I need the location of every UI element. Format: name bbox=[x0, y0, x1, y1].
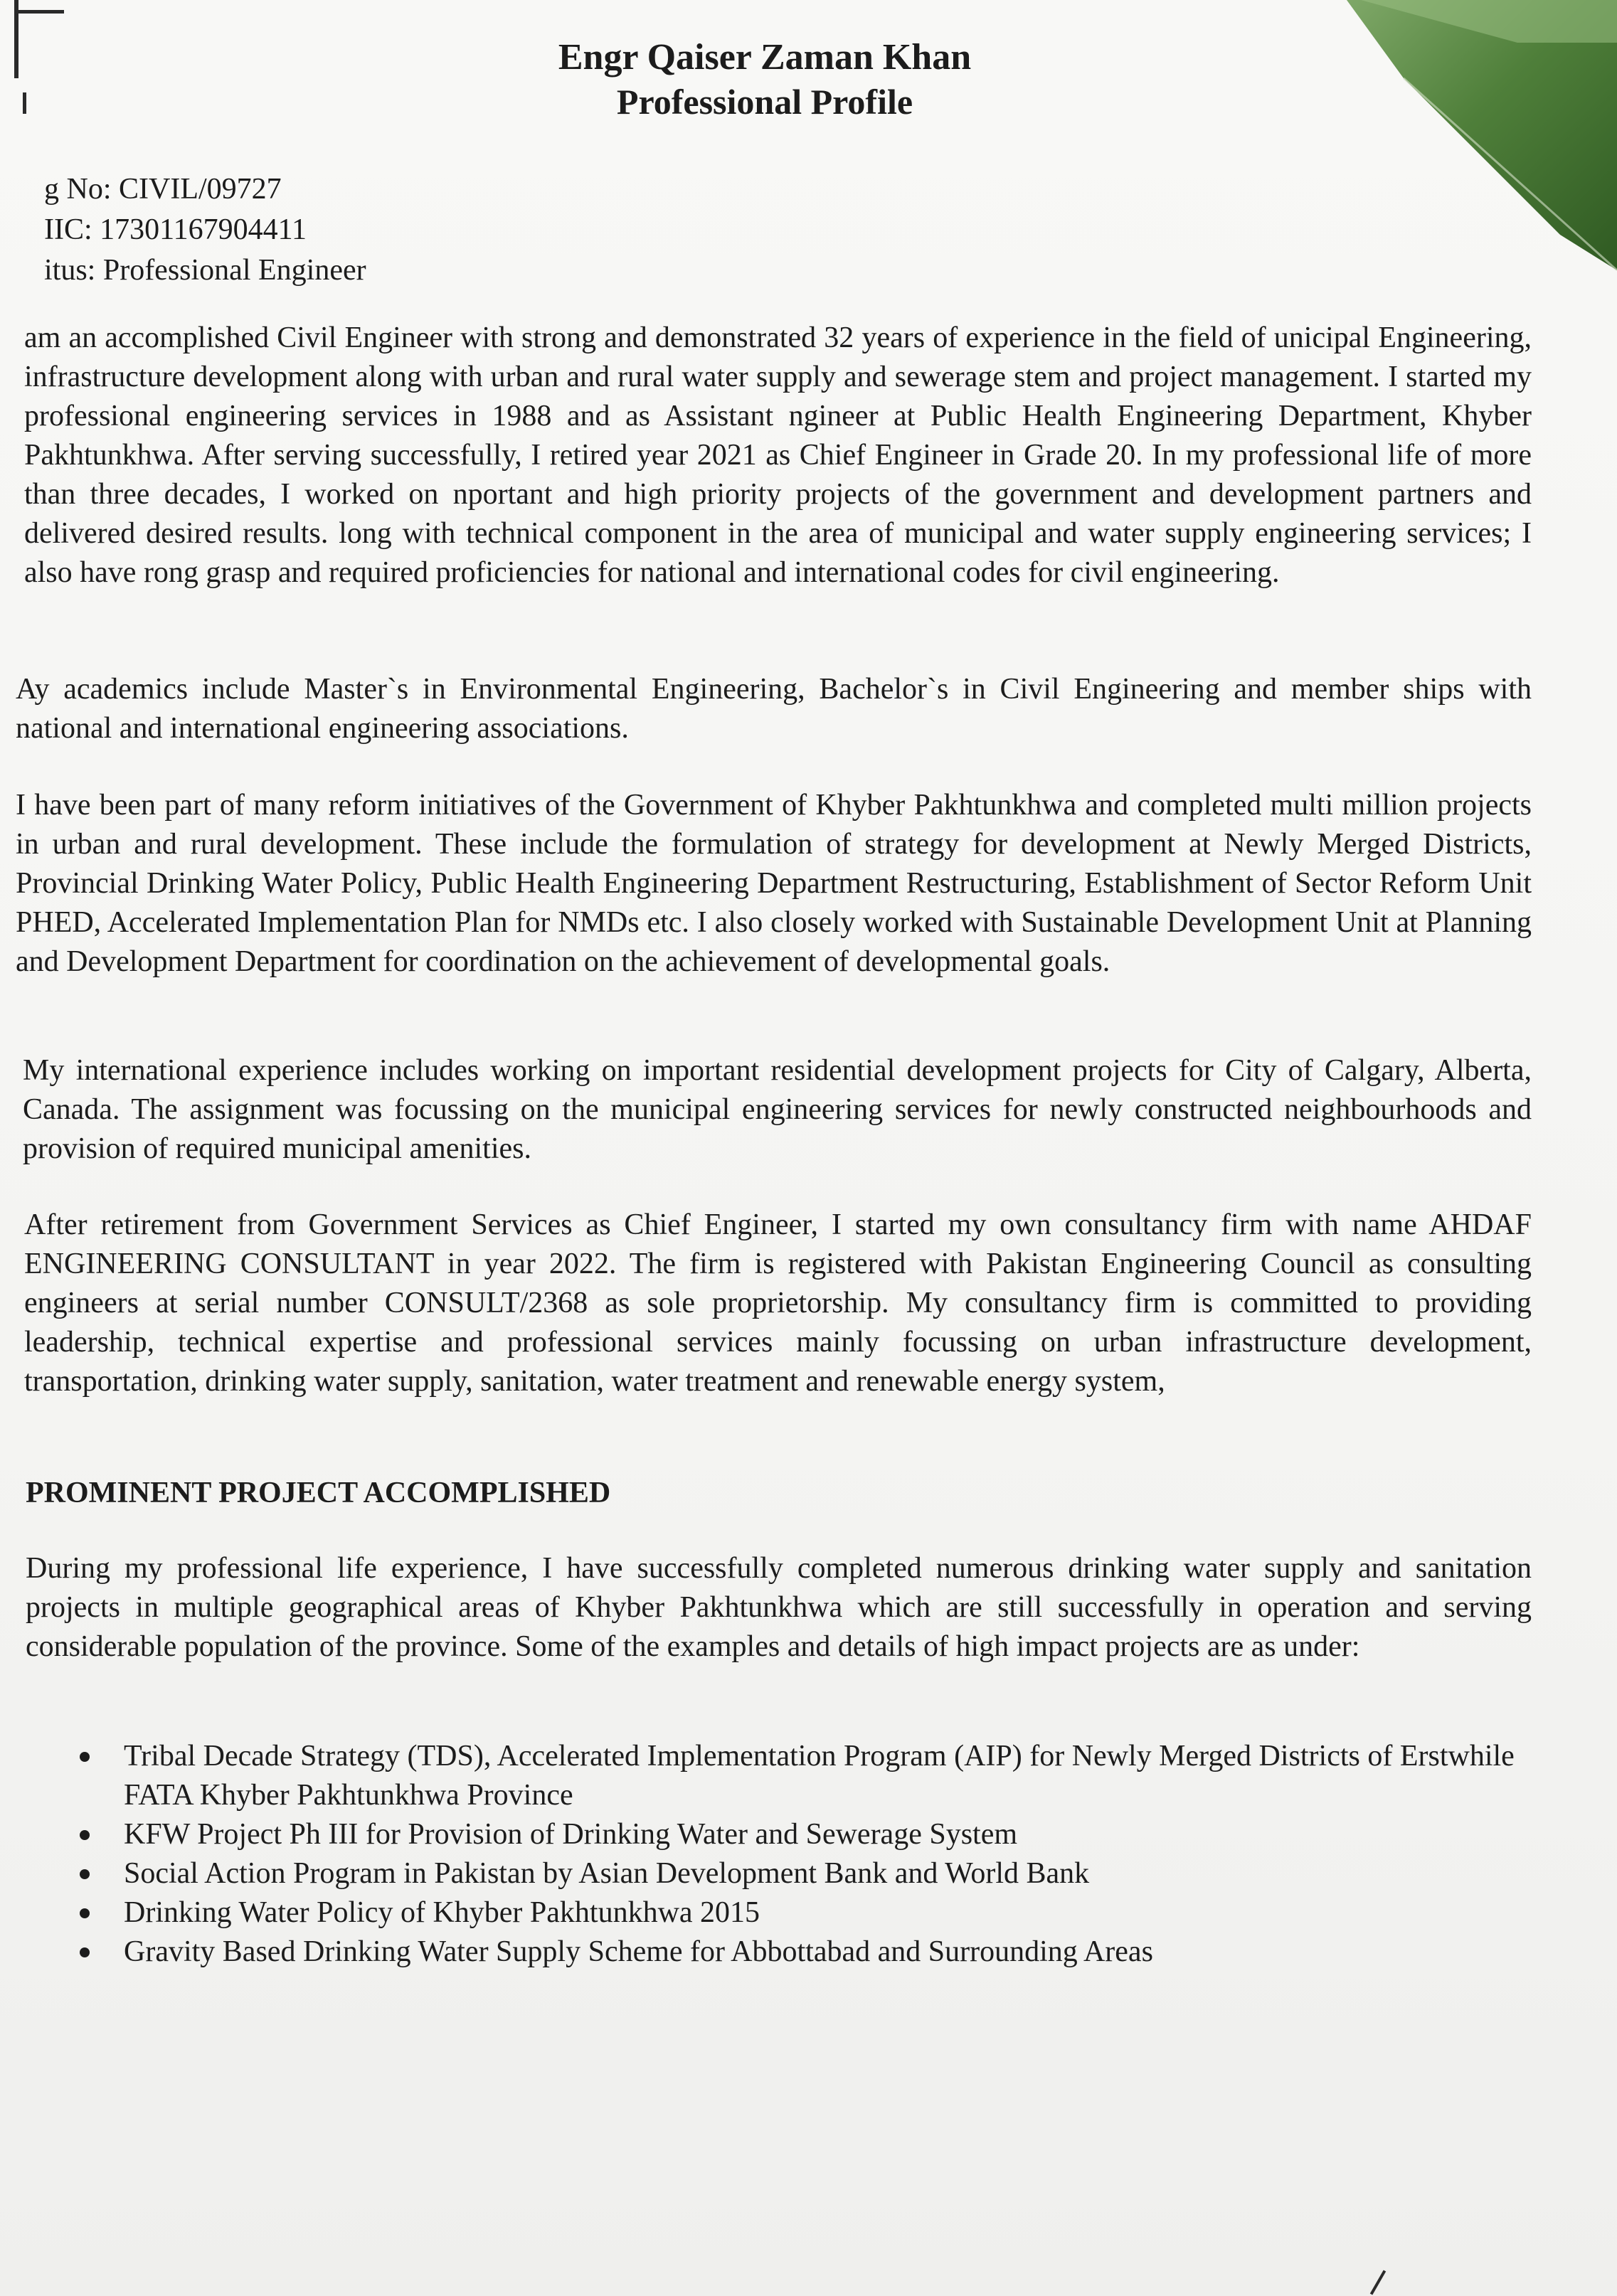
project-text: Social Action Program in Pakistan by Asian Development Bank and World Bank bbox=[124, 1857, 1090, 1890]
stray-pen-mark bbox=[1370, 2270, 1386, 2295]
section-heading: PROMINENT PROJECT ACCOMPLISHED bbox=[26, 1477, 611, 1509]
cnic-number: IIC: 17301167904411 bbox=[44, 213, 307, 246]
reform-initiatives-paragraph: I have been part of many reform initiatives of the Government of Khyber Pakhtunkhwa and completed multi million projects in urban and rural development. These include the formulation of strategy for development at Newly Merged Districts, Provincial Drinking Water Policy, Public Health Engineering Department Restructuring, Establishment of Sector Reform Unit PHED, Accelerated Implementation Plan for NMDs etc. I also closely worked with Sustainable Development Unit at Planning and Development Department for coordination on the achievement of developmental goals. bbox=[16, 789, 1532, 978]
bullet-icon bbox=[80, 1830, 90, 1840]
intro-paragraph: am an accomplished Civil Engineer with strong and demonstrated 32 years of experience in the field of unicipal Engineering, infrastructure development along with urban and rural water supply and sewerage stem and project management. I started my professional engineering services in 1988 and as Assistant ngineer at Public Health Engineering Department, Khyber Pakhtunkhwa. After serving successfully, I retired year 2021 as Chief Engineer in Grade 20. In my professional life of more than three decades, I worked on nportant and high priority projects of the government and development partners and delivered desired results. long with technical component in the area of municipal and water supply engineering services; I also have rong grasp and required proficiencies for national and international codes for civil engineering. bbox=[24, 321, 1532, 589]
registration-details bbox=[44, 169, 366, 291]
consultancy-paragraph: After retirement from Government Services as Chief Engineer, I started my own consultancy firm with name AHDAF ENGINEERING CONSULTANT in year 2022. The firm is registered with Pakistan Engineering Council as consulting engineers at serial number CONSULT/2368 as sole proprietorship. My consultancy firm is committed to providing leadership, technical expertise and professional services mainly focussing on urban infrastructure development, transportation, drinking water supply, sanitation, water treatment and renewable energy system, bbox=[24, 1208, 1532, 1398]
profile-subtitle: Professional Profile bbox=[616, 82, 913, 122]
list-item bbox=[80, 1737, 1525, 1815]
profile-name: Engr Qaiser Zaman Khan bbox=[558, 37, 972, 78]
bullet-icon bbox=[80, 1869, 90, 1879]
list-item bbox=[80, 1815, 1525, 1854]
project-text: KFW Project Ph III for Provision of Drinking Water and Sewerage System bbox=[124, 1818, 1018, 1851]
bullet-icon bbox=[80, 1752, 90, 1762]
project-text: Drinking Water Policy of Khyber Pakhtunkhwa 2015 bbox=[124, 1896, 760, 1929]
list-item bbox=[80, 1854, 1525, 1893]
projects-intro-paragraph: During my professional life experience, I have successfully completed numerous drinking water supply and sanitation projects in multiple geographical areas of Khyber Pakhtunkhwa which are still successfully in operation and serving considerable population of the province. Some of the examples and details of high impact projects are as under: bbox=[26, 1552, 1532, 1663]
project-text: Tribal Decade Strategy (TDS), Accelerated Implementation Program (AIP) for Newly Merged Districts of Erstwhile FATA Khyber Pakhtunkhwa Province bbox=[124, 1740, 1515, 1812]
professional-status: itus: Professional Engineer bbox=[44, 254, 366, 287]
academics-paragraph: Ay academics include Master`s in Environmental Engineering, Bachelor`s in Civil Engineering and member ships with national and international engineering associations. bbox=[16, 673, 1532, 745]
project-text: Gravity Based Drinking Water Supply Scheme for Abbottabad and Surrounding Areas bbox=[124, 1935, 1153, 1968]
registration-number: g No: CIVIL/09727 bbox=[44, 173, 282, 206]
international-experience-paragraph: My international experience includes working on important residential development projects for City of Calgary, Alberta, Canada. The assignment was focussing on the municipal engineering services for newly constructed neighbourhoods and provision of required municipal amenities. bbox=[23, 1054, 1532, 1165]
list-item bbox=[80, 1893, 1525, 1933]
projects-list bbox=[80, 1737, 1525, 1972]
document-header bbox=[0, 36, 1529, 124]
bullet-icon bbox=[80, 1908, 90, 1918]
list-item bbox=[80, 1933, 1525, 1972]
bullet-icon bbox=[80, 1947, 90, 1957]
corner-binding-mark-top bbox=[14, 10, 64, 14]
